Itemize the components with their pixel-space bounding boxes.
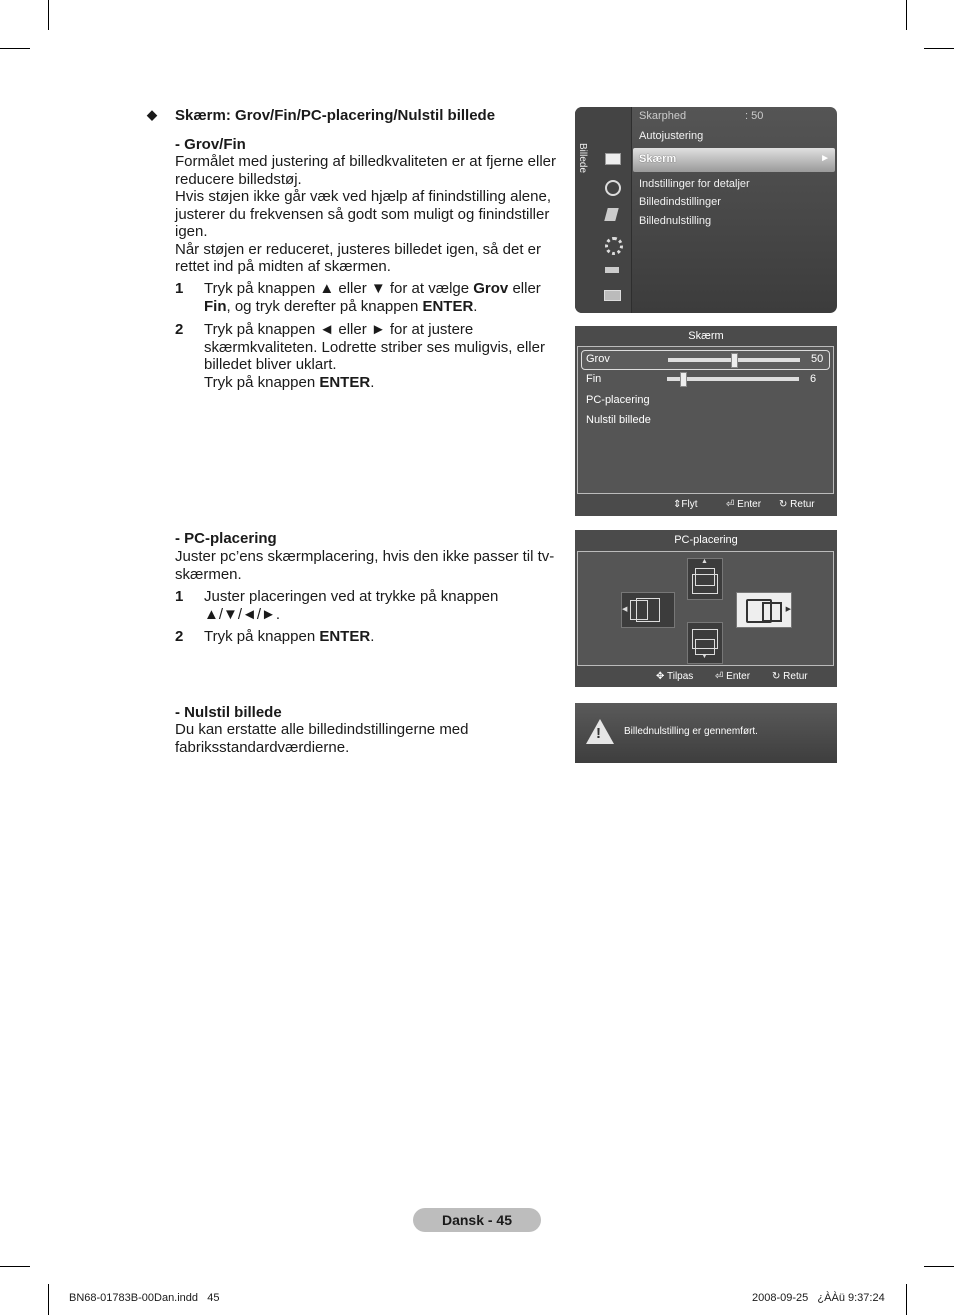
menu-sidebar	[575, 107, 632, 313]
gear-icon[interactable]	[605, 237, 623, 255]
crop-mark	[924, 48, 954, 49]
warning-icon-mark: !	[596, 725, 601, 742]
screen-menu-title: Skærm	[688, 330, 724, 342]
adjust-hint: ✥ Tilpas	[656, 671, 694, 682]
move-right-button[interactable]	[736, 592, 792, 628]
crop-mark	[0, 48, 30, 49]
pc-placering-row[interactable]: PC-placering	[586, 394, 650, 406]
reset-message: Billednulstilling er gennemført.	[624, 726, 758, 737]
pcplacering-paragraph: Juster pc’ens skærmplacering, hvis den ikke passer til tv- skærmen.	[175, 548, 555, 583]
step-number: 1	[175, 280, 184, 297]
nulstil-billede-row[interactable]: Nulstil billede	[586, 414, 651, 426]
sound-icon[interactable]	[605, 180, 621, 196]
arrow-up-icon: ▲	[701, 558, 708, 565]
pcplacering-step-1: Juster placeringen ved at trykke på knappen ▲/▼/◄/►.	[204, 588, 499, 623]
fin-slider[interactable]	[667, 377, 799, 381]
screen-menu	[575, 326, 837, 516]
arrow-down-icon: ▼	[701, 653, 708, 660]
return-icon: ↻	[772, 671, 781, 682]
reset-message-box	[575, 703, 837, 763]
grovfin-paragraph: Formålet med justering af billedkvaliteten er at fjerne eller reducere billedstøj. Hvis støjen ikke går væk ved hjælp af finindstilling alene, justerer du frekvensen så godt som muligt og finindstiller igen. Når støjen er reduceret, justeres billedet igen, så det er rettet ind på midten af skærmen.	[175, 153, 557, 275]
move-down-button[interactable]	[687, 622, 723, 664]
pc-position-menu	[575, 530, 837, 687]
fin-slider-thumb[interactable]	[680, 372, 687, 387]
enter-hint: ⏎ Enter	[715, 671, 751, 682]
arrow-right-icon: ►	[820, 153, 830, 164]
menu-item-value: : 50	[745, 110, 764, 122]
crop-mark	[924, 1266, 954, 1267]
arrow-left-icon: ◀	[622, 606, 628, 613]
move-hint: ⇕Flyt	[673, 499, 698, 510]
file-name: BN68-01783B-00Dan.indd 45	[69, 1292, 220, 1304]
page-number: Dansk - 45	[413, 1208, 541, 1232]
move-left-button[interactable]	[621, 592, 675, 628]
enter-icon: ⏎	[726, 499, 735, 510]
grov-slider[interactable]	[668, 358, 800, 362]
menu-side-label: Billede	[577, 143, 588, 174]
four-way-icon: ✥	[656, 671, 665, 682]
crop-mark	[906, 0, 907, 30]
support-icon[interactable]	[604, 290, 621, 301]
return-hint: ↻ Retur	[779, 499, 815, 510]
grov-row[interactable]: Grov 50	[581, 350, 830, 370]
pcplacering-step-2: Tryk på knappen ENTER.	[204, 628, 375, 645]
menu-item-billedindstillinger[interactable]: Billedindstillinger	[639, 196, 721, 208]
crop-mark	[48, 1284, 49, 1315]
menu-item-billednulstilling[interactable]: Billednulstilling	[639, 215, 712, 227]
pcplacering-heading: - PC-placering	[175, 530, 277, 547]
print-timestamp: 2008-09-25 ¿ÀÀü 9:37:24	[752, 1292, 885, 1304]
move-up-button[interactable]	[687, 558, 723, 600]
grovfin-heading: - Grov/Fin	[175, 136, 246, 153]
menu-item-skarphed[interactable]: Skarphed	[639, 110, 687, 122]
crop-mark	[906, 1284, 907, 1315]
picture-menu	[575, 107, 837, 313]
return-hint: ↻ Retur	[772, 671, 808, 682]
nulstil-paragraph: Du kan erstatte alle billedindstillingerne med fabriksstandardværdierne.	[175, 721, 469, 756]
menu-item-skaerm-selected[interactable]: Skærm ►	[633, 148, 835, 172]
fin-row[interactable]: Fin 6	[586, 373, 817, 385]
step-number: 1	[175, 588, 184, 605]
crop-mark	[0, 1266, 30, 1267]
section-heading: Skærm: Grov/Fin/PC-placering/Nulstil billede	[175, 107, 496, 124]
pc-position-title: PC-placering	[674, 534, 738, 546]
arrow-right-icon: ▶	[785, 606, 791, 613]
nulstil-heading: - Nulstil billede	[175, 704, 282, 721]
updown-icon: ⇕	[673, 499, 682, 510]
section-bullet: ◆	[147, 107, 157, 122]
input-icon[interactable]	[605, 267, 619, 273]
enter-hint: ⏎ Enter	[726, 499, 762, 510]
step-number: 2	[175, 321, 184, 338]
grovfin-step-1: Tryk på knappen ▲ eller ▼ for at vælge Grov eller Fin, og tryk derefter på knappen ENTER.	[204, 280, 541, 315]
grovfin-step-2: Tryk på knappen ◄ eller ► for at justere skærmkvaliteten. Lodrette striber ses muligvis, eller billedet bliver uklart. Tryk på knappen ENTER.	[204, 321, 545, 391]
crop-mark	[48, 0, 49, 30]
enter-icon: ⏎	[715, 671, 724, 682]
picture-icon[interactable]	[605, 153, 621, 165]
return-icon: ↻	[779, 499, 788, 510]
grov-slider-thumb[interactable]	[731, 353, 738, 368]
menu-item-autojustering[interactable]: Autojustering	[639, 130, 704, 142]
menu-item-indstillinger-detaljer[interactable]: Indstillinger for detaljer	[639, 178, 750, 190]
step-number: 2	[175, 628, 184, 645]
